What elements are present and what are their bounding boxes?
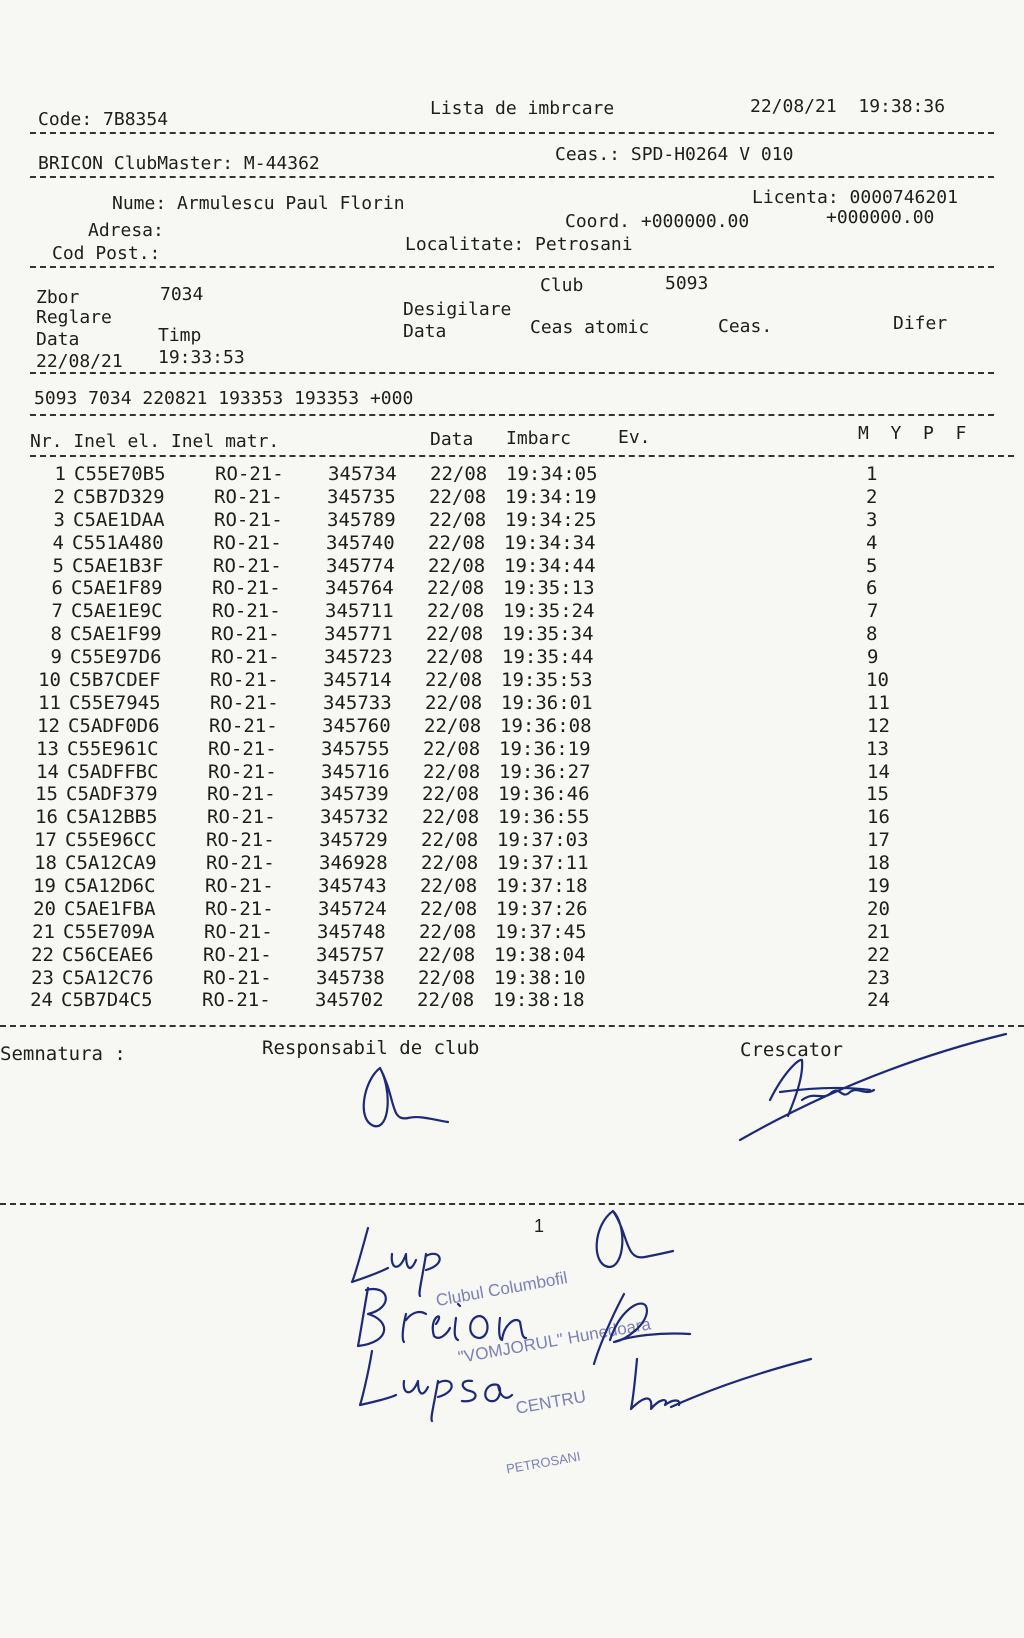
row-ring-number: 345716	[321, 760, 390, 783]
row-ring-number: 345733	[323, 691, 392, 714]
stamp-line-3: CENTRU	[514, 1386, 588, 1418]
row-ring-prefix: RO-21-	[206, 852, 275, 875]
row-ring-number: 345735	[327, 485, 396, 508]
table-row	[0, 555, 1024, 578]
row-number: 1	[54, 463, 66, 485]
row-electronic-ring: C5B7D329	[73, 485, 165, 508]
row-date: 22/08	[423, 760, 481, 783]
row-time: 19:38:04	[494, 943, 586, 966]
row-ring-prefix: RO-21-	[210, 669, 279, 692]
ceas-atomic-label: Ceas atomic	[530, 317, 650, 338]
row-time: 19:34:25	[505, 508, 597, 531]
row-electronic-ring: C5A12BB5	[66, 806, 158, 829]
row-electronic-ring: C5AE1DAA	[73, 508, 165, 531]
row-ring-number: 345723	[324, 646, 393, 669]
stamp-line-4: PETROSANI	[505, 1448, 582, 1477]
row-time: 19:36:01	[501, 691, 593, 714]
row-ring-number: 345714	[323, 669, 392, 692]
row-time: 19:36:27	[499, 760, 591, 783]
handwritten-lupsa	[352, 1345, 522, 1425]
row-position: 9	[867, 646, 879, 669]
table-header-data: Data	[430, 429, 474, 450]
table-row	[0, 463, 1024, 486]
row-position: 10	[866, 669, 889, 692]
table-row	[0, 944, 1024, 967]
row-number: 9	[50, 646, 62, 669]
code-label: Code: 7B8354	[38, 109, 169, 130]
row-date: 22/08	[424, 714, 482, 737]
row-electronic-ring: C55E961C	[67, 737, 159, 760]
row-date: 22/08	[426, 623, 484, 646]
row-date: 22/08	[420, 897, 478, 920]
row-ring-prefix: RO-21-	[215, 463, 284, 485]
row-ring-prefix: RO-21-	[214, 485, 283, 508]
row-date: 22/08	[417, 989, 475, 1012]
row-ring-number: 345774	[326, 554, 395, 577]
data-label: Data	[36, 329, 80, 350]
row-position: 15	[866, 783, 889, 806]
row-number: 23	[31, 966, 54, 989]
row-date: 22/08	[423, 737, 481, 760]
club-value: 5093	[665, 273, 709, 294]
row-electronic-ring: C5A12D6C	[64, 875, 156, 898]
table-row	[0, 852, 1024, 875]
row-ring-number: 345738	[316, 966, 385, 989]
row-electronic-ring: C55E96CC	[65, 829, 157, 852]
divider	[0, 1203, 1024, 1205]
flight-label: Zbor	[36, 287, 80, 308]
row-electronic-ring: C55E7945	[69, 691, 161, 714]
divider	[30, 132, 994, 134]
row-position: 22	[867, 943, 890, 966]
row-number: 4	[52, 531, 64, 554]
row-number: 24	[30, 989, 53, 1012]
row-ring-prefix: RO-21-	[211, 623, 280, 646]
row-date: 22/08	[430, 463, 488, 485]
row-ring-prefix: RO-21-	[212, 600, 281, 623]
row-time: 19:35:44	[502, 646, 594, 669]
row-number: 20	[33, 897, 56, 920]
row-ring-prefix: RO-21-	[204, 920, 273, 943]
row-ring-number: 345755	[321, 737, 390, 760]
row-electronic-ring: C551A480	[72, 531, 164, 554]
ceas-col-label: Ceas.	[718, 316, 773, 337]
row-ring-prefix: RO-21-	[209, 714, 278, 737]
row-electronic-ring: C5AE1E9C	[71, 600, 163, 623]
licence-label: Licenta: 0000746201	[752, 187, 958, 208]
row-number: 17	[34, 829, 57, 852]
page-number: 1	[534, 1216, 545, 1236]
club-label: Club	[540, 275, 584, 296]
row-ring-number: 345732	[320, 806, 389, 829]
row-electronic-ring: C55E709A	[63, 920, 155, 943]
row-date: 22/08	[428, 554, 486, 577]
row-number: 15	[35, 783, 58, 806]
row-position: 21	[867, 920, 890, 943]
row-position: 11	[867, 691, 890, 714]
row-ring-prefix: RO-21-	[208, 760, 277, 783]
row-date: 22/08	[427, 577, 485, 600]
row-time: 19:37:26	[496, 897, 588, 920]
document-title: Lista de imbrcare	[430, 98, 615, 119]
row-position: 23	[867, 966, 890, 989]
row-electronic-ring: C5ADF0D6	[68, 714, 160, 737]
table-row	[0, 761, 1024, 784]
row-number: 22	[31, 943, 54, 966]
row-ring-number: 345739	[320, 783, 389, 806]
row-time: 19:37:03	[497, 829, 589, 852]
row-number: 11	[38, 691, 61, 714]
row-electronic-ring: C55E97D6	[70, 646, 162, 669]
row-electronic-ring: C5AE1F89	[71, 577, 163, 600]
row-time: 19:37:11	[497, 852, 589, 875]
difer-label: Difer	[893, 313, 948, 334]
divider	[30, 414, 994, 416]
data2-label: Data	[403, 321, 447, 342]
locality-label: Localitate: Petrosani	[405, 234, 633, 255]
row-time: 19:36:08	[500, 714, 592, 737]
row-number: 7	[51, 600, 63, 623]
row-position: 8	[866, 623, 878, 646]
reglare-label: Reglare	[36, 307, 112, 328]
row-time: 19:35:53	[501, 669, 593, 692]
row-electronic-ring: C5ADFFBC	[67, 760, 159, 783]
row-ring-number: 346928	[319, 852, 388, 875]
row-ring-prefix: RO-21-	[203, 966, 272, 989]
row-position: 3	[866, 508, 878, 531]
coord-label: Coord. +000000.00	[565, 211, 750, 232]
row-number: 10	[38, 669, 61, 692]
row-time: 19:38:10	[494, 966, 586, 989]
row-ring-prefix: RO-21-	[205, 875, 274, 898]
table-header-imbarc: Imbarc	[506, 428, 572, 449]
row-ring-number: 345729	[319, 829, 388, 852]
reglare-time: 19:33:53	[158, 347, 245, 368]
row-number: 5	[52, 554, 64, 577]
row-electronic-ring: C5AE1B3F	[72, 554, 164, 577]
table-row	[0, 921, 1024, 944]
signature-label: Semnatura :	[0, 1043, 126, 1065]
row-electronic-ring: C5A12CA9	[65, 852, 157, 875]
row-number: 19	[33, 875, 56, 898]
row-position: 5	[866, 554, 878, 577]
row-electronic-ring: C56CEAE6	[62, 943, 154, 966]
row-ring-prefix: RO-21-	[207, 783, 276, 806]
row-time: 19:36:19	[499, 737, 591, 760]
table-row	[0, 577, 1024, 600]
row-electronic-ring: C5AE1F99	[70, 623, 162, 646]
row-time: 19:34:34	[504, 531, 596, 554]
table-row	[0, 692, 1024, 715]
divider	[0, 1025, 1024, 1027]
table-row	[0, 806, 1024, 829]
breeder-label: Crescator	[740, 1039, 843, 1061]
table-row	[0, 646, 1024, 669]
row-ring-number: 345743	[318, 875, 387, 898]
row-number: 3	[53, 508, 65, 531]
row-date: 22/08	[422, 783, 480, 806]
row-ring-prefix: RO-21-	[206, 829, 275, 852]
row-date: 22/08	[418, 943, 476, 966]
row-date: 22/08	[421, 852, 479, 875]
row-ring-number: 345789	[327, 508, 396, 531]
divider	[30, 176, 994, 178]
stamp-line-1: Clubul Columbofil	[434, 1268, 569, 1311]
row-date: 22/08	[420, 875, 478, 898]
approval-signature-1	[585, 1205, 675, 1285]
row-ring-number: 345757	[316, 943, 385, 966]
row-ring-prefix: RO-21-	[211, 646, 280, 669]
row-ring-number: 345740	[326, 531, 395, 554]
row-electronic-ring: C5ADF379	[66, 783, 158, 806]
club-responsible-signature	[350, 1060, 470, 1140]
row-time: 19:37:45	[495, 920, 587, 943]
row-time: 19:37:18	[496, 875, 588, 898]
row-date: 22/08	[419, 920, 477, 943]
row-ring-number: 345748	[317, 920, 386, 943]
row-time: 19:34:44	[504, 554, 596, 577]
table-row	[0, 967, 1024, 990]
row-position: 4	[866, 531, 878, 554]
row-ring-prefix: RO-21-	[210, 691, 279, 714]
clubmaster-label: BRICON ClubMaster: M-44362	[38, 153, 320, 174]
row-position: 2	[866, 485, 878, 508]
row-time: 19:35:34	[502, 623, 594, 646]
row-position: 16	[867, 806, 890, 829]
owner-name: Nume: Armulescu Paul Florin	[112, 193, 405, 214]
row-time: 19:38:18	[493, 989, 585, 1012]
divider	[30, 372, 994, 374]
address-label: Adresa:	[88, 220, 164, 241]
table-row	[0, 898, 1024, 921]
row-ring-number: 345771	[324, 623, 393, 646]
row-time: 19:36:46	[498, 783, 590, 806]
row-number: 14	[36, 760, 59, 783]
row-position: 17	[867, 829, 890, 852]
row-date: 22/08	[428, 531, 486, 554]
row-ring-number: 345764	[325, 577, 394, 600]
flight-value: 7034	[160, 284, 204, 305]
row-position: 20	[867, 897, 890, 920]
table-body	[0, 463, 1024, 1012]
row-date: 22/08	[422, 806, 480, 829]
row-time: 19:34:05	[506, 463, 598, 485]
row-position: 19	[867, 875, 890, 898]
row-ring-prefix: RO-21-	[212, 577, 281, 600]
row-number: 2	[53, 485, 65, 508]
row-date: 22/08	[425, 691, 483, 714]
row-ring-prefix: RO-21-	[213, 531, 282, 554]
row-number: 18	[34, 852, 57, 875]
table-row	[0, 669, 1024, 692]
coord-second-value: +000000.00	[826, 207, 935, 228]
row-time: 19:36:55	[498, 806, 590, 829]
row-ring-prefix: RO-21-	[207, 806, 276, 829]
row-ring-prefix: RO-21-	[202, 989, 271, 1012]
row-position: 14	[867, 760, 890, 783]
header-datetime: 22/08/21 19:38:36	[750, 96, 946, 117]
table-header-ev: Ev.	[618, 427, 651, 448]
row-number: 13	[36, 737, 59, 760]
table-row	[0, 829, 1024, 852]
row-position: 24	[867, 989, 890, 1012]
divider	[30, 455, 1014, 457]
row-number: 6	[51, 577, 63, 600]
row-ring-number: 345724	[318, 897, 387, 920]
row-electronic-ring: C5A12C76	[62, 966, 154, 989]
row-date: 22/08	[429, 508, 487, 531]
row-ring-number: 345702	[315, 989, 384, 1012]
table-row	[0, 715, 1024, 738]
row-position: 7	[867, 600, 879, 623]
row-date: 22/08	[421, 829, 479, 852]
table-header-myp: M Y P F	[858, 423, 967, 444]
table-row	[0, 783, 1024, 806]
row-electronic-ring: C5AE1FBA	[64, 897, 156, 920]
row-ring-prefix: RO-21-	[203, 943, 272, 966]
row-position: 1	[866, 463, 878, 485]
timp-label: Timp	[158, 325, 202, 346]
row-number: 12	[37, 714, 60, 737]
row-position: 6	[866, 577, 878, 600]
table-row	[0, 600, 1024, 623]
row-ring-prefix: RO-21-	[213, 554, 282, 577]
table-header-left: Nr. Inel el. Inel matr.	[30, 431, 280, 452]
table-row	[0, 875, 1024, 898]
table-row	[0, 532, 1024, 555]
row-ring-prefix: RO-21-	[214, 508, 283, 531]
table-row	[0, 738, 1024, 761]
row-date: 22/08	[427, 600, 485, 623]
summary-code-line: 5093 7034 220821 193353 193353 +000	[34, 388, 414, 409]
breeder-signature	[730, 1030, 1010, 1150]
row-time: 19:35:13	[503, 577, 595, 600]
row-date: 22/08	[429, 485, 487, 508]
divider	[30, 266, 994, 268]
row-time: 19:35:24	[503, 600, 595, 623]
row-number: 16	[35, 806, 58, 829]
ceas-label: Ceas.: SPD-H0264 V 010	[555, 144, 794, 165]
reglare-date: 22/08/21	[36, 351, 123, 372]
row-time: 19:34:19	[505, 485, 597, 508]
row-ring-number: 345734	[328, 463, 397, 485]
table-row	[0, 989, 1024, 1012]
postal-code-label: Cod Post.:	[52, 243, 161, 264]
desigilare-label: Desigilare	[403, 299, 512, 320]
row-date: 22/08	[418, 966, 476, 989]
row-electronic-ring: C5B7CDEF	[69, 669, 161, 692]
club-responsible-label: Responsabil de club	[262, 1037, 480, 1059]
table-row	[0, 486, 1024, 509]
table-row	[0, 623, 1024, 646]
row-electronic-ring: C5B7D4C5	[61, 989, 153, 1012]
stamp-line-2: "VOMJORUL" Hunedoara	[456, 1314, 653, 1368]
row-electronic-ring: C55E70B5	[74, 463, 166, 485]
table-row	[0, 509, 1024, 532]
row-number: 8	[50, 623, 62, 646]
row-ring-number: 345760	[322, 714, 391, 737]
row-position: 12	[867, 714, 890, 737]
approval-signature-3	[625, 1355, 815, 1425]
row-ring-prefix: RO-21-	[205, 897, 274, 920]
row-number: 21	[32, 920, 55, 943]
row-position: 13	[866, 737, 889, 760]
row-ring-prefix: RO-21-	[208, 737, 277, 760]
row-ring-number: 345711	[325, 600, 394, 623]
row-position: 18	[867, 852, 890, 875]
row-date: 22/08	[425, 669, 483, 692]
row-date: 22/08	[426, 646, 484, 669]
